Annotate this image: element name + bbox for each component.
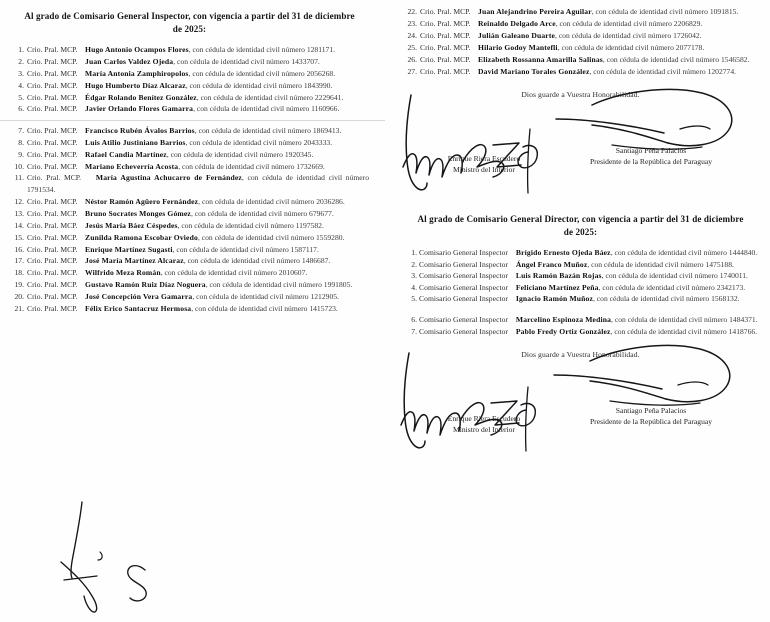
- list-item-name: María Agustina Achucarro de Fernández: [95, 173, 242, 183]
- list-item: [10, 149, 369, 161]
- list-item-name: Luis Ramón Bazán Rojas: [515, 271, 602, 281]
- list-item-name: Francisco Rubén Ávalos Barrios: [85, 125, 195, 135]
- list-item: [10, 125, 369, 137]
- list-item-number: 5.: [411, 294, 417, 304]
- list-item-name: Ángel Franco Muñoz: [515, 259, 588, 269]
- list-item-cedula: , con cédula de identidad civil número 1281171.: [188, 44, 336, 54]
- list-item-name: Néstor Ramón Agüero Fernández: [85, 196, 199, 206]
- list-item-cedula: , con cédula de identidad civil número 1212905.: [192, 292, 339, 302]
- list-item: [10, 68, 369, 80]
- list-item-cedula: , con cédula de identidad civil número 2342173.: [598, 282, 746, 292]
- list-item-name: María Antonia Zamphiropolos: [85, 68, 189, 78]
- list-item: [10, 279, 369, 291]
- list-item-number: 4.: [18, 80, 24, 90]
- list-item: [403, 18, 758, 30]
- list-item-rank: Crio. Pral. MCP.: [27, 56, 86, 66]
- promotion-list-inspector: [10, 44, 369, 315]
- list-item-cedula: , con cédula de identidad civil número 1559280.: [197, 232, 345, 242]
- list-item-number: 1.: [411, 247, 417, 257]
- list-item-rank: Crio. Pral. MCP.: [27, 80, 86, 90]
- list-item: [10, 220, 369, 232]
- list-item-cedula: , con cédula de identidad civil número 1486687.: [183, 256, 331, 266]
- list-item-cedula: , con cédula de identidad civil número 2043333.: [185, 137, 333, 147]
- list-item-number: 1.: [18, 44, 24, 54]
- list-item-cedula: , con cédula de identidad civil número 1418766.: [610, 326, 758, 336]
- list-item-rank: Crio. Pral. MCP.: [420, 54, 479, 64]
- page-break-separator: [0, 120, 385, 121]
- list-item-number: 12.: [14, 196, 24, 206]
- minister-name-1: Enrique Riera Escudero: [447, 154, 521, 164]
- list-item-rank: Crio. Pral. MCP.: [27, 92, 86, 102]
- list-item-name: Brígido Ernesto Ojeda Báez: [515, 247, 611, 257]
- list-item-rank: Comisario General Inspector: [419, 259, 516, 269]
- list-item-name: Javier Orlando Flores Gamarra: [85, 104, 194, 114]
- president-title-1: Presidente de la República del Paraguay: [589, 157, 713, 167]
- list-item-rank: Crio. Pral. MCP.: [27, 256, 86, 266]
- list-item-name: Bruno Socrates Monges Gómez: [85, 208, 191, 218]
- list-item: [10, 44, 369, 56]
- list-item-cedula: , con cédula de identidad civil número 1444840.: [610, 247, 758, 257]
- closing-line-1: Dios guarde a Vuestra Honorabilidad.: [521, 90, 640, 100]
- list-item-cedula: , con cédula de identidad civil número 1732669.: [178, 161, 325, 171]
- list-item-number: 25.: [407, 42, 417, 52]
- stray-signature-ink: [40, 500, 160, 615]
- list-item-rank: Crio. Pral. MCP.: [27, 196, 86, 206]
- list-item-cedula: , con cédula de identidad civil número 1433707.: [173, 56, 320, 66]
- list-item-name: David Mariano Torales González: [478, 66, 590, 76]
- list-item-number: 16.: [14, 244, 24, 254]
- list-item-rank: Comisario General Inspector: [419, 315, 516, 325]
- list-item-cedula: , con cédula de identidad civil número 1484371.: [611, 315, 758, 325]
- list-gap: [403, 305, 758, 314]
- list-item-number: 7.: [411, 326, 417, 336]
- list-item: [10, 255, 369, 267]
- list-item-rank: Crio. Pral. MCP.: [420, 66, 479, 76]
- list-item-name: Édgar Rolando Benítez González: [85, 92, 197, 102]
- list-item-name: Juan Carlos Valdez Ojeda: [85, 56, 174, 66]
- signature-block-1: [403, 101, 758, 213]
- promotion-list-inspector-continued: [403, 6, 758, 77]
- list-item-name: José María Martínez Alcaraz: [85, 256, 184, 266]
- list-item-name: Wilfrido Meza Román: [85, 268, 161, 278]
- list-item-rank: Crio. Pral. MCP.: [27, 244, 86, 254]
- list-item-name: Julián Galeano Duarte: [478, 30, 556, 40]
- list-item-number: 6.: [411, 315, 417, 325]
- list-item: [10, 103, 369, 115]
- list-item-cedula: , con cédula de identidad civil número 2010607.: [160, 268, 308, 278]
- list-item-number: 27.: [407, 66, 417, 76]
- list-item: [403, 293, 758, 304]
- list-item: [403, 66, 758, 78]
- list-item-name: Enrique Martínez Sugasti: [85, 244, 173, 254]
- list-item-cedula: , con cédula de identidad civil número 1991805.: [205, 280, 353, 290]
- list-item-rank: Crio. Pral. MCP.: [27, 304, 86, 314]
- list-item: [10, 92, 369, 104]
- list-item-name: Ignacio Ramón Muñoz: [515, 294, 593, 304]
- list-item-number: 26.: [407, 54, 417, 64]
- list-item-number: 10.: [14, 161, 24, 171]
- minister-signature-label-1: [409, 153, 559, 175]
- list-item-cedula: , con cédula de identidad civil número 1726042.: [555, 30, 702, 40]
- minister-name-2: Enrique Riera Escudero: [447, 414, 521, 423]
- list-item-number: 13.: [14, 208, 24, 218]
- list-item-number: 3.: [18, 68, 24, 78]
- list-item: [10, 232, 369, 244]
- list-item-number: 22.: [407, 7, 417, 16]
- list-item-cedula: , con cédula de identidad civil número 2229641.: [196, 92, 344, 102]
- list-item-name: Félix Erico Santacruz Hermosa: [85, 304, 192, 314]
- list-item-name: Gustavo Ramón Ruiz Díaz Noguera: [85, 280, 206, 290]
- list-item-name: Jesús María Báez Céspedes: [85, 220, 178, 230]
- list-item-cedula: , con cédula de identidad civil número 1415723.: [191, 304, 338, 314]
- list-item-number: 18.: [14, 268, 24, 278]
- list-item-name: Luis Atilio Justiniano Barrios: [85, 137, 186, 147]
- list-item: [10, 80, 369, 92]
- president-signature-label-1: [546, 145, 756, 167]
- list-item: [10, 56, 369, 68]
- list-item-rank: Crio. Pral. MCP.: [27, 280, 86, 290]
- list-item-name: Rafael Candia Martínez: [85, 149, 167, 159]
- list-item-rank: Comisario General Inspector: [419, 247, 516, 257]
- list-item-name: Juan Alejandrino Pereira Aguilar: [478, 7, 592, 16]
- list-item: [403, 326, 758, 337]
- list-item-number: 11.: [14, 173, 24, 183]
- closing-line-2: Dios guarde a Vuestra Honorabilidad.: [521, 350, 640, 359]
- list-item-rank: Crio. Pral. MCP.: [420, 18, 479, 28]
- list-item-rank: Crio. Pral. MCP.: [420, 7, 479, 16]
- list-item-rank: Crio. Pral. MCP.: [27, 208, 86, 218]
- list-item-name: Reinaldo Delgado Arce: [478, 18, 556, 28]
- list-item-rank: Crio. Pral. MCP.: [27, 104, 86, 114]
- list-item-cedula: , con cédula de identidad civil número 1568132.: [592, 294, 740, 304]
- list-item-number: 19.: [14, 280, 24, 290]
- list-item: [403, 314, 758, 325]
- list-item-number: 23.: [407, 18, 417, 28]
- list-item: [403, 247, 758, 258]
- list-item-cedula: , con cédula de identidad civil número 1202774.: [589, 66, 737, 76]
- list-item: [403, 6, 758, 18]
- list-item-cedula: , con cédula de identidad civil número 2036286.: [198, 196, 345, 206]
- list-item-cedula: , con cédula de identidad civil número 2206829.: [555, 18, 703, 28]
- promotion-list-director: [403, 247, 758, 337]
- list-item-cedula: , con cédula de identidad civil número 1197582.: [177, 220, 324, 230]
- list-item-cedula: , con cédula de identidad civil número 1740011.: [601, 271, 748, 281]
- list-item-number: 2.: [411, 259, 417, 269]
- list-item-rank: Comisario General Inspector: [419, 326, 516, 336]
- list-item-rank: Crio. Pral. MCP.: [27, 232, 86, 242]
- list-item-rank: Crio. Pral. MCP.: [420, 42, 479, 52]
- list-item-cedula: , con cédula de identidad civil número 1587117.: [172, 244, 319, 254]
- list-item-rank: Crio. Pral. MCP.: [420, 30, 479, 40]
- list-item: [403, 42, 758, 54]
- list-item: [403, 282, 758, 293]
- president-title-2: Presidente de la República del Paraguay: [589, 417, 713, 426]
- right-column: [385, 0, 770, 622]
- list-item: [10, 172, 369, 195]
- list-item-name: Hilario Godoy Mantefli: [478, 42, 558, 52]
- list-item-name: Elizabeth Rossanna Amarilla Salinas: [478, 54, 603, 64]
- list-item: [10, 196, 369, 208]
- section-heading-inspector: Al grado de Comisario General Inspector, con vigencia a partir del 31 de diciembre de 2025:: [24, 11, 355, 34]
- list-item-number: 5.: [18, 92, 24, 102]
- list-item-name: Pablo Fredy Ortiz González: [515, 326, 611, 336]
- list-item-name: Zunilda Ramona Escobar Oviedo: [85, 232, 198, 242]
- list-item-name: Hugo Humberto Díaz Alcaraz: [85, 80, 186, 90]
- list-item-number: 21.: [14, 304, 24, 314]
- list-item-cedula: , con cédula de identidad civil número 1791534.: [27, 173, 369, 194]
- list-item-number: 9.: [18, 149, 24, 159]
- list-item-number: 15.: [14, 232, 24, 242]
- list-item-rank: Comisario General Inspector: [419, 271, 516, 281]
- list-item: [403, 54, 758, 66]
- list-item: [403, 259, 758, 270]
- list-item-rank: Comisario General Inspector: [419, 282, 516, 292]
- list-item: [10, 303, 369, 315]
- list-item-rank: Crio. Pral. MCP.: [27, 44, 86, 54]
- list-item-rank: Crio. Pral. MCP.: [27, 268, 86, 278]
- list-item: [403, 270, 758, 281]
- list-item-number: 20.: [14, 292, 24, 302]
- minister-signature-label-2: [409, 413, 559, 435]
- list-item-cedula: , con cédula de identidad civil número 1160966.: [193, 104, 340, 114]
- list-item-number: 2.: [18, 56, 24, 66]
- list-item-cedula: , con cédula de identidad civil número 1475188.: [587, 259, 734, 269]
- president-name-2: Santiago Peña Palacios: [615, 406, 687, 415]
- list-item: [10, 291, 369, 303]
- list-item-cedula: , con cédula de identidad civil número 1091815.: [591, 7, 739, 16]
- list-item-rank: Crio. Pral. MCP.: [27, 292, 86, 302]
- president-name-1: Santiago Peña Palacios: [615, 146, 687, 156]
- minister-title-2: Ministro del Interior: [452, 425, 515, 434]
- list-item-cedula: , con cédula de identidad civil número 679677.: [190, 208, 334, 218]
- list-item-cedula: , con cédula de identidad civil número 1546582.: [602, 54, 750, 64]
- list-item: [10, 208, 369, 220]
- list-item: [10, 161, 369, 173]
- list-item-rank: Crio. Pral. MCP.: [27, 161, 86, 171]
- list-item-name: José Concepción Vera Gamarra: [85, 292, 193, 302]
- list-item-name: Mariano Echeverría Acosta: [85, 161, 179, 171]
- list-item-rank: Crio. Pral. MCP.: [27, 68, 86, 78]
- list-item-name: Marcelino Espinoza Medina: [515, 315, 612, 325]
- list-item-number: 7.: [18, 125, 24, 135]
- president-signature-label-2: [546, 405, 756, 427]
- list-item-number: 4.: [411, 282, 417, 292]
- list-item-cedula: , con cédula de identidad civil número 1920345.: [166, 149, 314, 159]
- list-item-cedula: , con cédula de identidad civil número 1843990.: [185, 80, 333, 90]
- minister-title-1: Ministro del Interior: [452, 165, 515, 175]
- list-item: [10, 137, 369, 149]
- list-item-number: 8.: [18, 137, 24, 147]
- list-item-rank: Comisario General Inspector: [419, 294, 516, 304]
- list-item: [10, 267, 369, 279]
- list-item-number: 3.: [411, 271, 417, 281]
- section-heading-director: Al grado de Comisario General Director, con vigencia a partir del 31 de diciembre de 2025:: [417, 214, 744, 238]
- list-item-rank: Crio. Pral. MCP.: [27, 137, 86, 147]
- list-item-name: Feliciano Martínez Peña: [515, 282, 599, 292]
- list-item-number: 14.: [14, 220, 24, 230]
- list-item-rank: Crio. Pral. MCP.: [27, 125, 86, 135]
- list-item-number: 6.: [18, 104, 24, 114]
- list-item-rank: Crio. Pral. MCP.: [27, 173, 96, 183]
- list-item-number: 24.: [407, 30, 417, 40]
- list-item-name: Hugo Antonio Ocampos Flores: [85, 44, 189, 54]
- list-item-rank: Crio. Pral. MCP.: [27, 149, 86, 159]
- list-item-cedula: , con cédula de identidad civil número 2056268.: [188, 68, 336, 78]
- list-item-cedula: , con cédula de identidad civil número 1869413.: [194, 125, 342, 135]
- list-item: [403, 30, 758, 42]
- list-item-rank: Crio. Pral. MCP.: [27, 220, 86, 230]
- signature-block-2: [403, 361, 758, 473]
- list-item: [10, 244, 369, 256]
- list-item-cedula: , con cédula de identidad civil número 2077178.: [557, 42, 705, 52]
- list-item-number: 17.: [14, 256, 24, 266]
